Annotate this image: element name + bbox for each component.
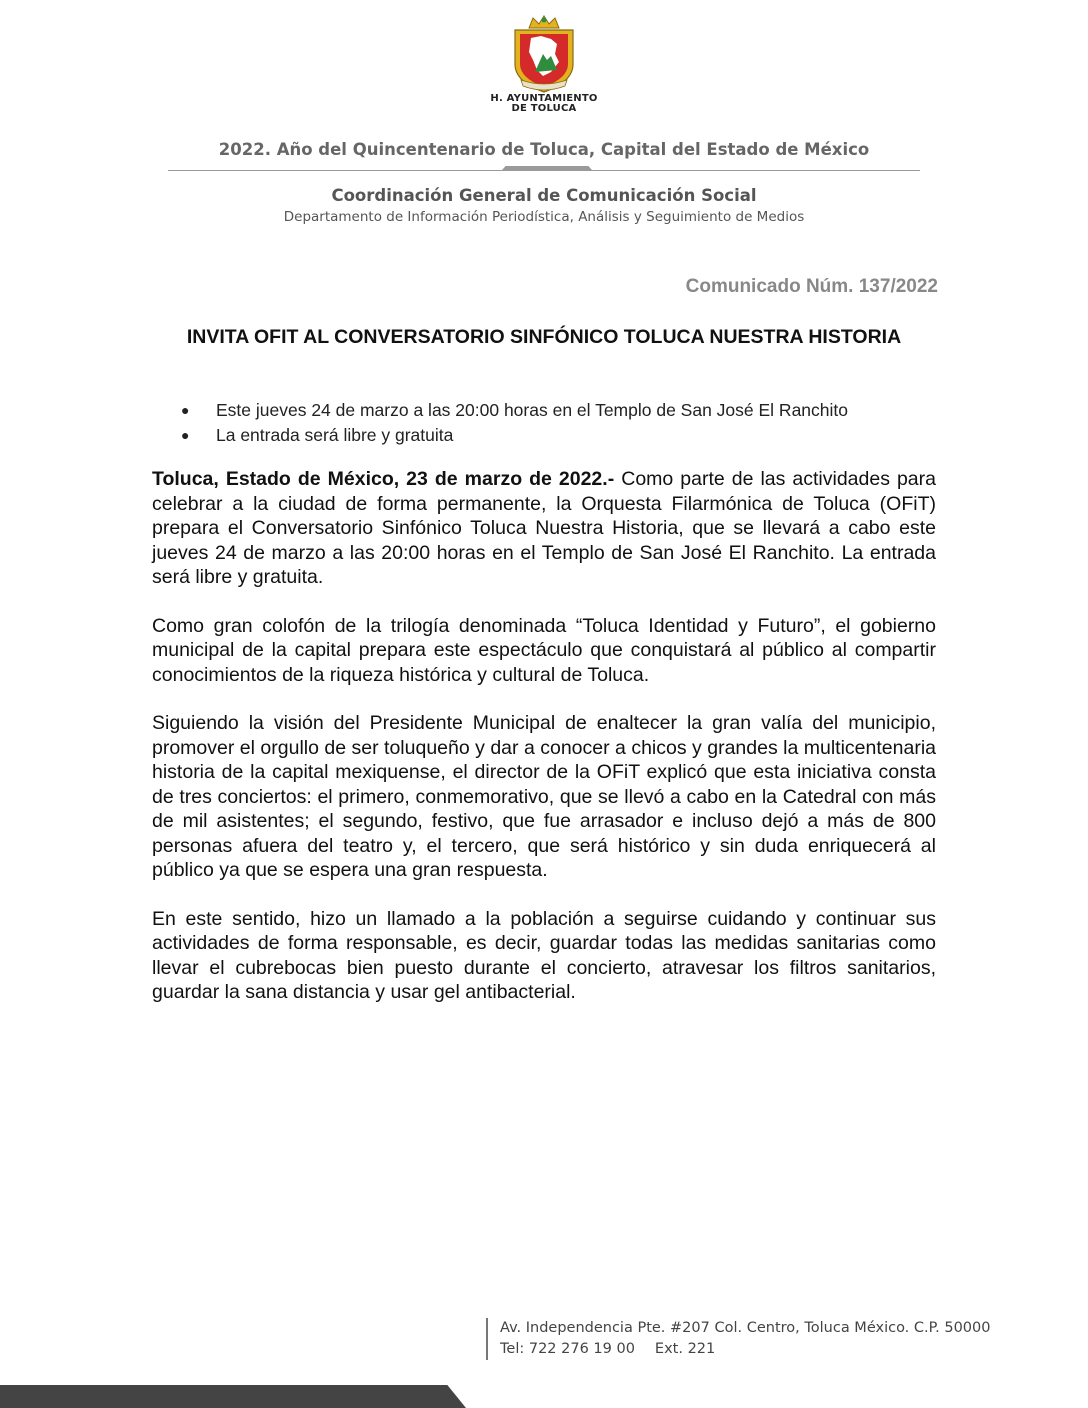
press-release-body	[152, 467, 936, 1029]
bullet-icon: ●	[181, 427, 190, 443]
list-item	[180, 423, 848, 448]
bullet-icon: ●	[181, 402, 190, 418]
coordination-name: Coordinación General de Comunicación Social	[331, 186, 757, 205]
year-motto: 2022. Año del Quincentenario de Toluca, Capital del Estado de México	[218, 140, 870, 159]
list-item-text: Este jueves 24 de marzo a las 20:00 horas en el Templo de San José El Ranchito	[216, 400, 848, 420]
paragraph-4: En este sentido, hizo un llamado a la población a seguirse cuidando y continuar sus actividades de forma responsable, es decir, guardar todas las medidas sanitarias como llevar el cubrebocas bien puesto durante el concierto, atravesar los filtros sanitarios, guardar la sana distancia y usar gel antibacterial.	[152, 907, 936, 1003]
footer-extension: Ext. 221	[654, 1341, 716, 1357]
footer-contact	[486, 1318, 990, 1360]
dateline: Toluca, Estado de México, 23 de marzo de 2022.-	[152, 468, 615, 490]
list-item	[180, 398, 848, 423]
footer-decorative-bar	[0, 1385, 466, 1408]
paragraph-1	[152, 467, 936, 590]
paragraph-2: Como gran colofón de la trilogía denominada “Toluca Identidad y Futuro”, el gobierno municipal de la capital prepara este espectáculo que conquistará al público al compartir conocimientos de la riqueza histórica y cultural de Toluca.	[152, 614, 936, 686]
footer-address: Av. Independencia Pte. #207 Col. Centro, Toluca México. C.P. 50000	[500, 1320, 991, 1336]
paragraph-1-text: Como parte de las actividades para celebrar a la ciudad de forma permanente, la Orquesta Filarmónica de Toluca (OFiT) prepara el Conversatorio Sinfónico Toluca Nuestra Historia, que se llevará a cabo este jueves 24 de marzo a las 20:00 horas en el Templo de San José El Ranchito. La entrada será libre y gratuita.	[152, 468, 936, 588]
department-name: Departamento de Información Periodística, Análisis y Seguimiento de Medios	[283, 209, 805, 225]
footer-phone-line	[500, 1339, 990, 1360]
logo-line1: H. AYUNTAMIENTO	[490, 93, 598, 104]
header-logo	[0, 14, 1088, 114]
header-divider	[168, 170, 920, 171]
press-release-title: INVITA OFIT AL CONVERSATORIO SINFÓNICO TOLUCA NUESTRA HISTORIA	[186, 326, 902, 348]
paragraph-3: Siguiendo la visión del Presidente Municipal de enaltecer la gran valía del municipio, promover el orgullo de ser toluqueño y dar a conocer a chicos y grandes la multicentenaria historia de la capital mexiquense, el director de la OFiT explicó que esta iniciativa consta de tres conciertos: el primero, conmemorativo, que se llevó a cabo en la Catedral con más de mil asistentes; el segundo, festivo, que fue arrasador e incluso dejó a más de 800 personas afuera del teatro y, el tercero, que será histórico y sin duda enriquecerá al público ya que se espera una gran respuesta.	[152, 712, 936, 881]
list-item-text: La entrada será libre y gratuita	[216, 425, 454, 445]
communique-number: Comunicado Núm. 137/2022	[685, 276, 938, 297]
footer-phone: Tel: 722 276 19 00	[500, 1341, 635, 1357]
toluca-coat-of-arms-icon	[507, 14, 581, 94]
logo-line2: DE TOLUCA	[511, 103, 577, 114]
highlights-list	[180, 398, 848, 448]
